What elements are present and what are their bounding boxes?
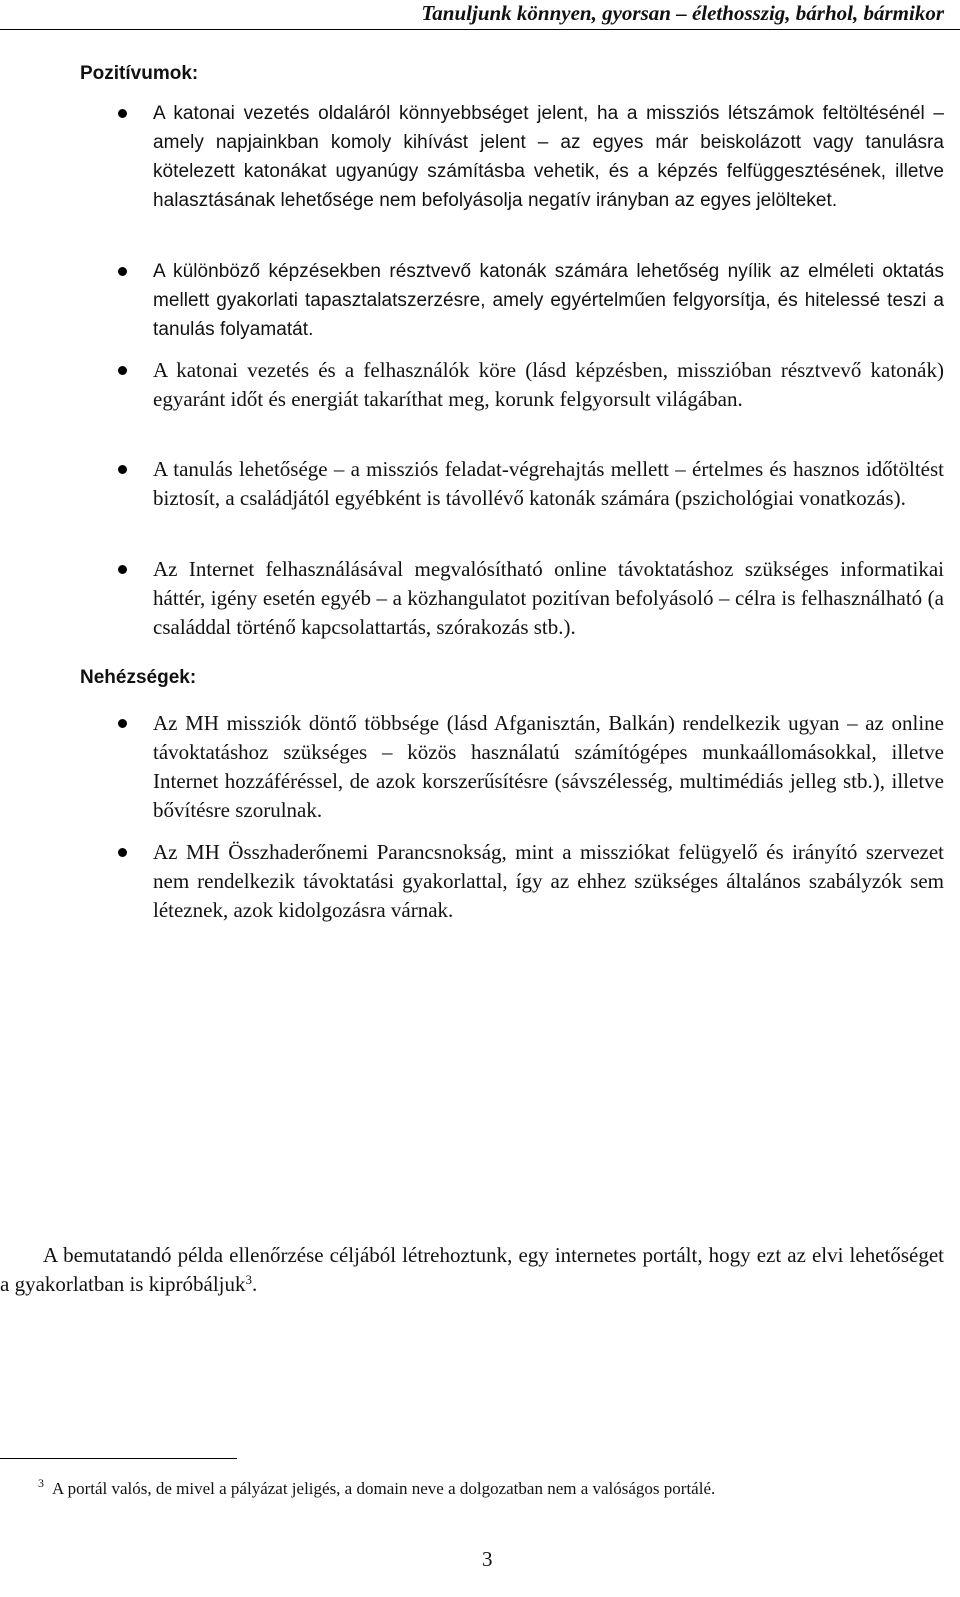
bullet-icon (118, 267, 127, 276)
bullet-icon (118, 109, 127, 118)
footnote-separator (0, 1458, 237, 1459)
page-number: 3 (482, 1547, 493, 1571)
list-item-text: A katonai vezetés oldaláról könnyebbséget jelent, ha a missziós létszámok feltöltésénél – amely napjainkban komoly kihívást jelent – az egyes már beiskolázott vagy tanulásra kötelezett katonákat ugyanúgy számításba vehetik, és a képzés felfüggesztésének, illetve halasztásának lehetősége nem befolyásolja negatív irányban az egyes jelölteket. (153, 103, 944, 211)
list-item-text: Az Internet felhasználásával megvalósítható online távoktatáshoz szükséges informatikai háttér, igény esetén egyéb – a közhangulatot pozitívan befolyásoló – célra is felhasználható (a családdal történő kapcsolattartás, szórakozás stb.). (153, 557, 944, 639)
list-item-text: Az MH Összhaderőnemi Parancsnokság, mint a missziókat felügyelő és irányító szervezet nem rendelkezik távoktatási gyakorlattal, így az ehhez szükséges általános szabályzók sem léteznek, azok kidolgozásra várnak. (153, 840, 944, 922)
list-item-text: A különböző képzésekben résztvevő katonák számára lehetőség nyílik az elméleti oktatás mellett gyakorlati tapasztalatszerzésre, amely egyértelműen felgyorsítja, és hitelessé teszi a tanulás folyamatát. (153, 261, 944, 340)
list-item-text: A tanulás lehetősége – a missziós feladat-végrehajtás mellett – értelmes és hasznos időtöltést biztosít, a családjától egyébként is távollévő katonák számára (pszichológiai vonatkozás). (153, 457, 944, 510)
bullet-icon (118, 366, 127, 375)
bullet-icon (118, 848, 127, 857)
list-item-text: A katonai vezetés és a felhasználók köre (lásd képzésben, misszióban résztvevő katonák) egyaránt időt és energiát takaríthat meg, korunk felgyorsult világában. (153, 358, 944, 411)
bullet-icon (118, 565, 127, 574)
paragraph-end: . (252, 1272, 258, 1296)
bullet-icon (118, 719, 127, 728)
footnote-text: A portál valós, de mivel a pályázat jeligés, a domain neve a dolgozatban nem a valóságos portálé. (52, 1479, 716, 1498)
footnote-reference[interactable]: 3 (245, 1272, 253, 1287)
section-heading-difficulties: Nehézségek: (80, 667, 197, 688)
page-header (0, 0, 960, 32)
paragraph-text: A bemutatandó példa ellenőrzése céljából létrehoztunk, egy internetes portált, hogy ezt az elvi lehetőséget a gyakorlatban is kipróbáljuk (0, 1243, 944, 1296)
bullet-icon (118, 465, 127, 474)
header-rule (0, 29, 960, 30)
header-title: Tanuljunk könnyen, gyorsan – élethosszig, bárhol, bármikor (421, 1, 944, 25)
footnote-number: 3 (38, 1476, 44, 1490)
footnote (38, 1478, 938, 1500)
list-item-text: Az MH missziók döntő többsége (lásd Afganisztán, Balkán) rendelkezik ugyan – az online távoktatáshoz szükséges – közös használatú számítógépes munkaállomásokkal, illetve Internet hozzáféréssel, de azok korszerűsítésre (sávszélesség, multimédiás jelleg stb.), illetve bővítésre szorulnak. (153, 711, 944, 822)
body-paragraph (0, 1241, 944, 1299)
section-heading-positives: Pozitívumok: (80, 63, 199, 84)
